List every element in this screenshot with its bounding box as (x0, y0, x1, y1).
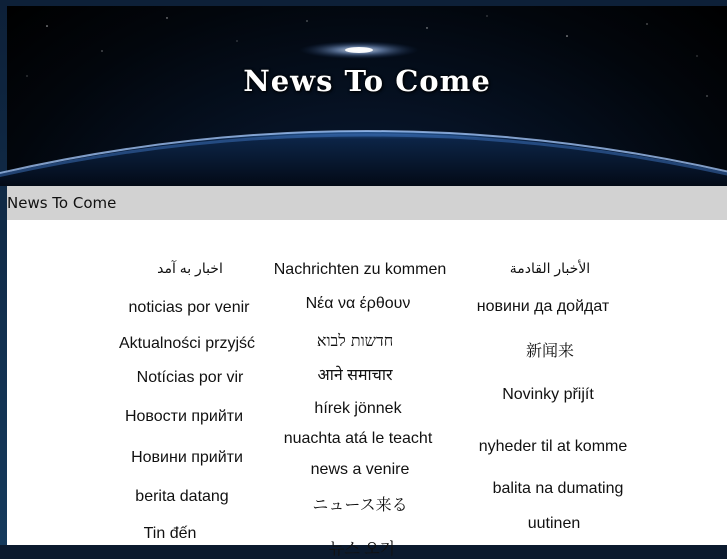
list-item-persian[interactable]: اخبار به آمد (157, 260, 223, 276)
site-logo-text: News To Come (243, 64, 491, 98)
page-title-bar (7, 186, 727, 220)
list-item-finnish[interactable]: uutinen (527, 515, 581, 532)
list-item-irish[interactable]: nuachta atá le teacht (283, 430, 433, 447)
list-item-hindi[interactable]: आने समाचार (317, 367, 393, 384)
list-item-chinese[interactable]: 新闻来 (525, 343, 575, 360)
list-item-ukrainian[interactable]: Новини прийти (131, 449, 243, 466)
list-item-czech[interactable]: Novinky přijít (502, 386, 594, 403)
header-banner (7, 6, 727, 186)
list-item-spanish[interactable]: noticias por venir (128, 299, 250, 316)
list-item-italian[interactable]: news a venire (310, 461, 410, 478)
page-title: News To Come (7, 194, 117, 212)
list-item-greek[interactable]: Νέα να έρθουν (305, 295, 411, 312)
list-item-vietnamese[interactable]: Tin đến (143, 525, 197, 542)
list-item-polish[interactable]: Aktualności przyjść (118, 335, 256, 352)
list-item-filipino[interactable]: balita na dumating (492, 480, 624, 497)
list-item-danish[interactable]: nyheder til at komme (478, 438, 628, 455)
list-item-russian[interactable]: Новости прийти (124, 408, 244, 425)
list-item-bulgarian[interactable]: новини да дойдат (476, 298, 610, 315)
list-item-portuguese[interactable]: Notícias por vir (136, 369, 244, 386)
list-item-korean[interactable]: 뉴스 오기 (328, 541, 396, 558)
list-item-indonesian[interactable]: berita datang (135, 488, 229, 505)
list-item-japanese[interactable]: ニュース来る (312, 497, 408, 514)
main-content (7, 220, 727, 558)
list-item-arabic[interactable]: الأخبار القادمة (509, 260, 591, 276)
list-item-hungarian[interactable]: hírek jönnek (314, 400, 402, 417)
list-item-german[interactable]: Nachrichten zu kommen (273, 261, 447, 278)
list-item-hebrew[interactable]: חדשות לבוא (316, 331, 394, 350)
